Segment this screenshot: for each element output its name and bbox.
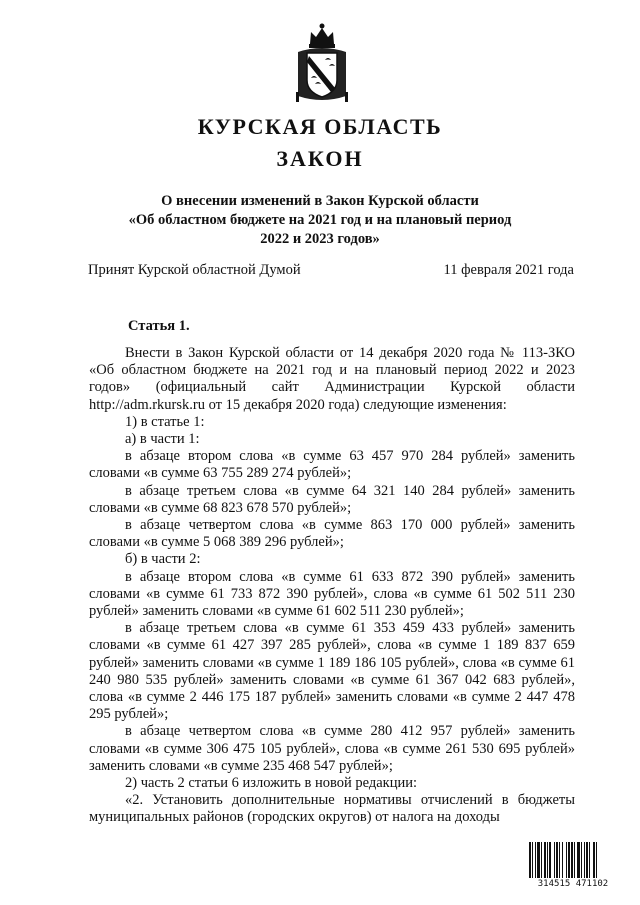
- body-paragraph: в абзаце четвертом слова «в сумме 863 170 000 рублей» заменить словами «в сумме 5 068 389 296 рублей»;: [89, 517, 575, 551]
- barcode-bar: [586, 842, 588, 878]
- body-paragraph: «2. Установить дополнительные нормативы отчислений в бюджеты муниципальных районов (городских округов) от налога на доходы: [89, 792, 575, 826]
- barcode-bar: [535, 842, 536, 878]
- adopted-by: Принят Курской областной Думой: [88, 262, 301, 278]
- body-paragraph: в абзаце втором слова «в сумме 61 633 872 390 рублей» заменить словами «в сумме 61 733 872 390 рублей», слова «в сумме 61 502 511 230 рублей» заменить словами «в сумме 61 602 511 230 рублей»;: [89, 568, 575, 620]
- barcode-number: 314515 471102: [528, 879, 618, 889]
- body-paragraph: 1) в статье 1:: [125, 413, 205, 430]
- barcode-bar: [537, 842, 540, 878]
- law-title-line: 2022 и 2023 годов»: [260, 231, 380, 247]
- law-title-line: «Об областном бюджете на 2021 год и на плановый период: [128, 212, 512, 228]
- document-type-heading: ЗАКОН: [276, 146, 364, 171]
- law-title-line: О внесении изменений в Закон Курской области: [161, 193, 479, 209]
- body-paragraph: в абзаце втором слова «в сумме 63 457 970 284 рублей» заменить словами «в сумме 63 755 289 274 рублей»;: [89, 448, 575, 482]
- body-paragraph: в абзаце третьем слова «в сумме 61 353 459 433 рублей» заменить словами «в сумме 61 427 397 285 рублей», слова «в сумме 1 189 837 659 рублей» заменить словами «в сумме 1 189 186 105 рублей», слова «в сумме 61 240 980 535 рублей» заменить словами «в сумме 61 367 042 683 рублей», слова «в сумме 2 446 175 187 рублей» заменить словами «в сумме 2 447 478 295 рублей»;: [89, 620, 575, 723]
- article-body: [89, 345, 575, 827]
- barcode-bar: [562, 842, 563, 878]
- barcode-bar: [549, 842, 551, 878]
- adoption-date: 11 февраля 2021 года: [443, 262, 574, 278]
- barcode-bar: [547, 842, 548, 878]
- barcode-bar: [571, 842, 573, 878]
- barcode-bar: [577, 842, 580, 878]
- barcode-bar: [566, 842, 567, 878]
- barcode-bar: [574, 842, 575, 878]
- barcode-bar: [556, 842, 558, 878]
- barcode-bar: [559, 842, 560, 878]
- barcode-bar: [554, 842, 555, 878]
- article-heading: Статья 1.: [128, 318, 190, 334]
- kursk-coat-of-arms-icon: [294, 22, 350, 104]
- barcode-bar: [529, 842, 531, 878]
- barcode-bar: [596, 842, 597, 878]
- barcode-bar: [544, 842, 546, 878]
- barcode-bar: [589, 842, 590, 878]
- barcode-bar: [532, 842, 533, 878]
- body-paragraph: в абзаце третьем слова «в сумме 64 321 140 284 рублей» заменить словами «в сумме 68 823 678 570 рублей»;: [89, 482, 575, 516]
- body-paragraph: а) в части 1:: [125, 431, 200, 448]
- barcode-bar: [584, 842, 585, 878]
- region-heading: КУРСКАЯ ОБЛАСТЬ: [197, 114, 443, 139]
- barcode-bar: [581, 842, 582, 878]
- barcode-bar: [568, 842, 570, 878]
- body-paragraph: в абзаце четвертом слова «в сумме 280 412 957 рублей» заменить словами «в сумме 306 475 105 рублей», слова «в сумме 261 530 695 рублей» заменить словами «в сумме 235 468 547 рублей»;: [89, 723, 575, 774]
- body-paragraph: б) в части 2:: [125, 551, 201, 568]
- body-paragraph: Внести в Закон Курской области от 14 декабря 2020 года № 113-ЗКО «Об областном бюджете на 2021 год и на плановый период 2022 и 2023 годов» (официальный сайт Администрации Курской области http://adm.rkursk.ru от 15 декабря 2020 года) следующие изменения:: [89, 345, 575, 413]
- barcode-bar: [593, 842, 595, 878]
- body-paragraph: 2) часть 2 статьи 6 изложить в новой редакции:: [125, 775, 418, 792]
- barcode-bar: [541, 842, 542, 878]
- law-title: [100, 192, 540, 249]
